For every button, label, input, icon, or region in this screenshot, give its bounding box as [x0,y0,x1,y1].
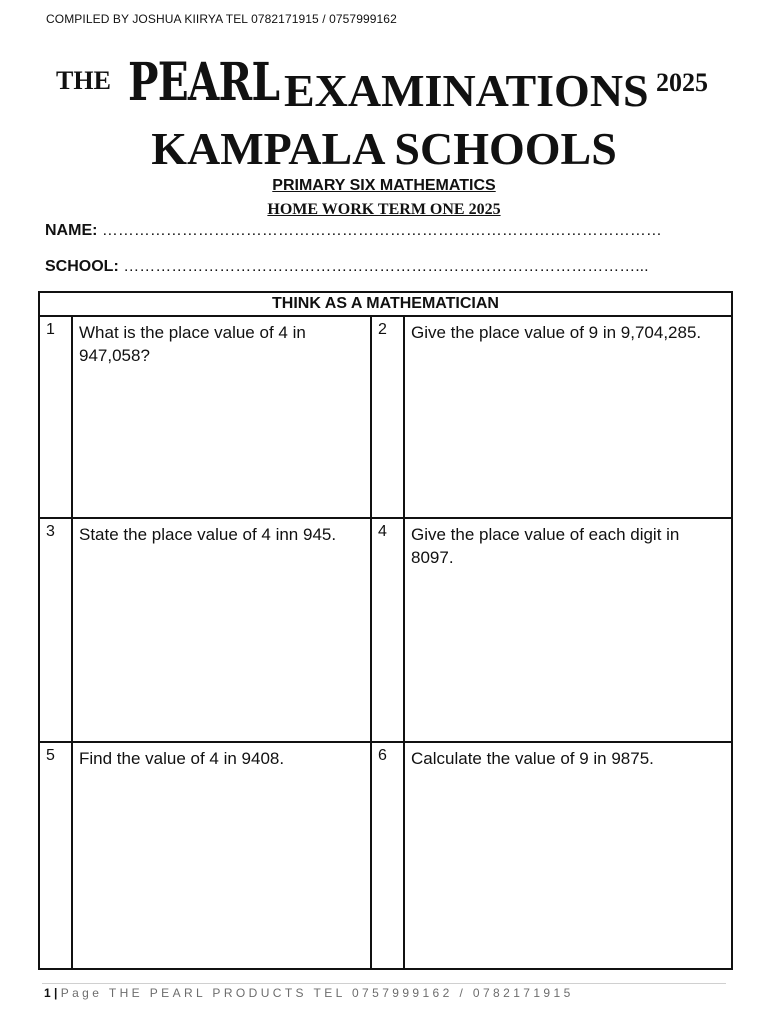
question-cell[interactable]: Find the value of 4 in 9408. [72,742,371,969]
school-dots: ……………………………………………………………………………………... [118,258,649,275]
name-dots: …………………………………………………………………………………………… [97,222,662,239]
footer-text: Page THE PEARL PRODUCTS TEL 0757999162 / 0782171915 [60,986,574,1000]
footer-divider [42,983,726,984]
name-field[interactable] [45,222,725,240]
question-cell[interactable]: State the place value of 4 inn 945. [72,518,371,742]
question-cell[interactable]: Calculate the value of 9 in 9875. [404,742,732,969]
title-pearl: PEARL [128,52,280,113]
question-number: 3 [39,518,72,742]
school-field[interactable] [45,258,725,276]
school-label: SCHOOL: [45,258,119,275]
question-number: 6 [371,742,404,969]
page-number: 1 | [44,986,61,1000]
question-cell[interactable]: Give the place value of 9 in 9,704,285. [404,316,732,518]
exam-title [0,52,768,122]
question-number: 4 [371,518,404,742]
questions-table [38,291,733,970]
title-examinations: EXAMINATIONS [284,65,649,116]
question-number: 2 [371,316,404,518]
question-number: 1 [39,316,72,518]
question-number: 5 [39,742,72,969]
name-label: NAME: [45,222,98,239]
question-cell[interactable]: What is the place value of 4 in 947,058? [72,316,371,518]
title-year: 2025 [656,68,708,97]
title-schools: KAMPALA SCHOOLS [151,123,617,174]
homework-heading: HOME WORK TERM ONE 2025 [267,201,501,218]
title-the: THE [56,66,111,95]
subject-heading: PRIMARY SIX MATHEMATICS [272,177,496,194]
question-cell[interactable]: Give the place value of each digit in 8097. [404,518,732,742]
table-heading: THINK AS A MATHEMATICIAN [39,292,732,316]
page-footer [44,986,574,1000]
compiled-by-note: COMPILED BY JOSHUA KIIRYA TEL 0782171915 / 0757999162 [46,12,397,26]
